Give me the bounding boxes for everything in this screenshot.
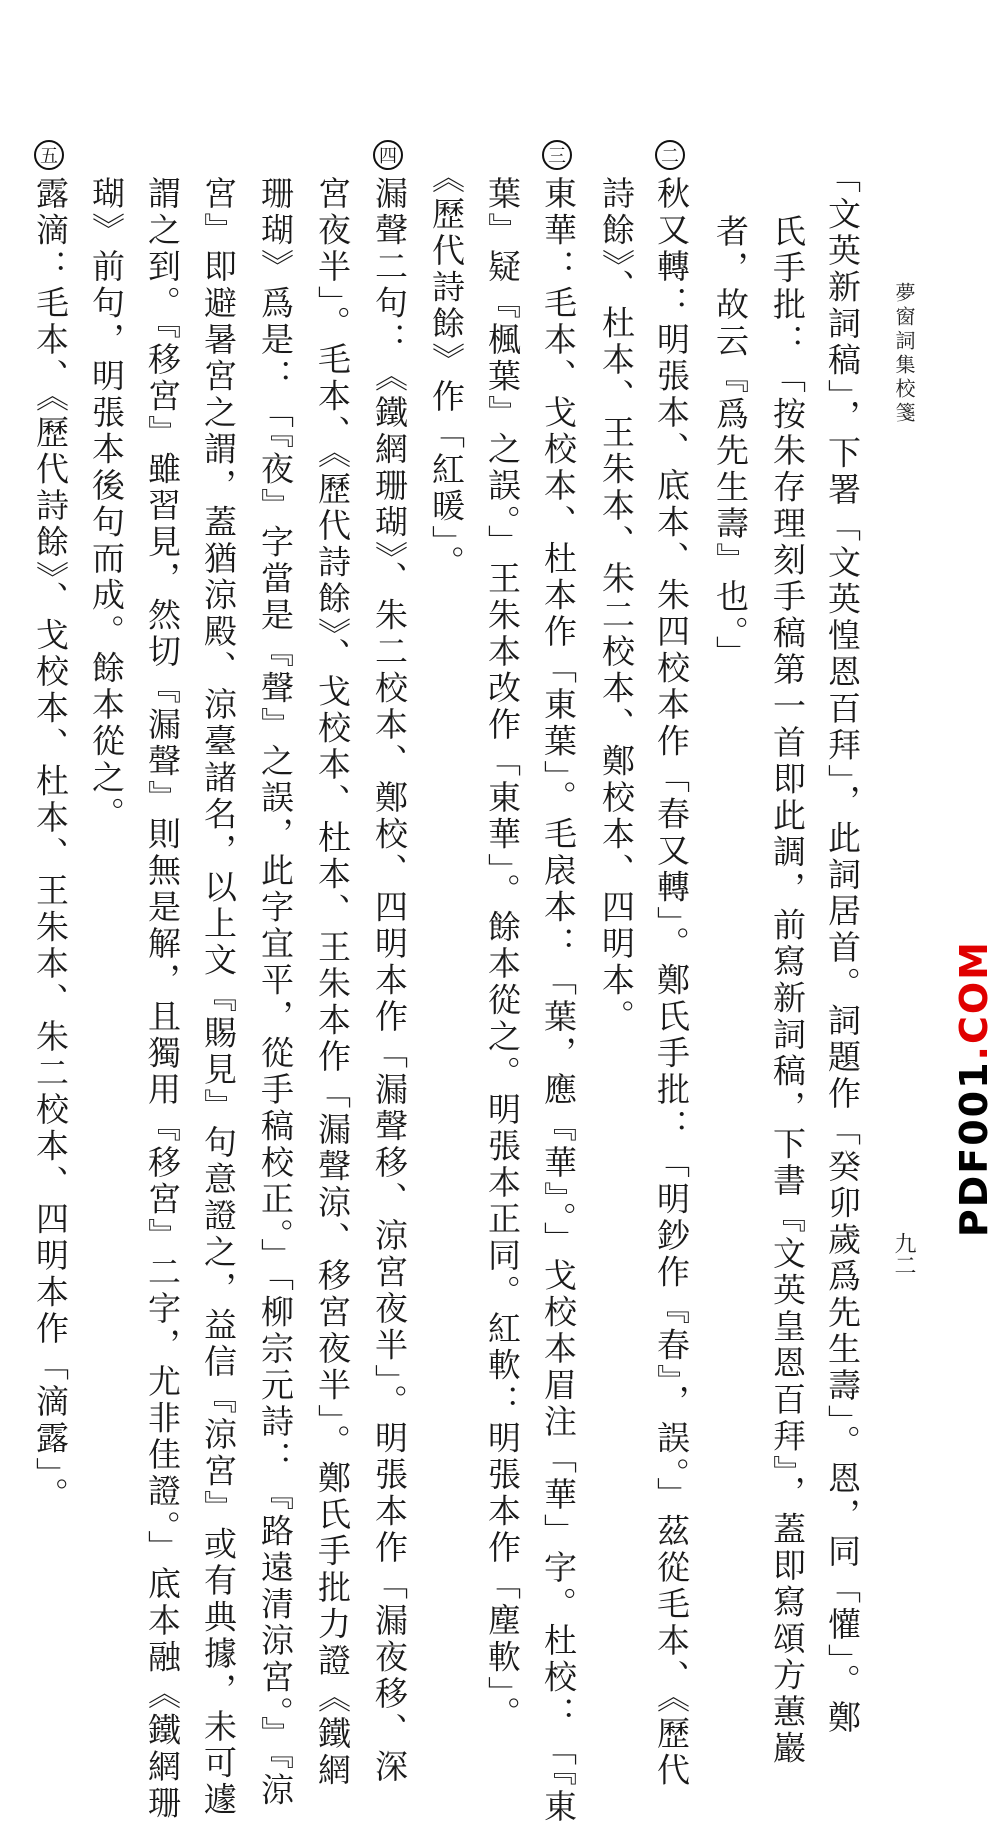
text-column-11: 珊瑚》爲是：「『夜』字當是『聲』之誤，此字宜平，從手稿校正。」「柳宗元詩：『路遠清涼宮。』『涼 <box>256 176 295 1809</box>
text-column-1: 「文英新詞稿」，下署「文英惶恩百拜」，此詞居首。詞題作「癸卯歲爲先生壽」。恩，同「懽」。鄭 <box>823 160 862 1737</box>
text-column-10: 宮夜半」。毛本、《歷代詩餘》、戈校本、杜本、王朱本作「漏聲涼、移宮夜半」。鄭氏手批力證《鐵網 <box>313 176 352 1789</box>
text-column-2: 氏手批：「按朱存理刻手稿第一首即此調，前寫新詞稿，下書『文英皇恩百拜』，蓋即寫頌方蕙巖 <box>768 214 807 1767</box>
watermark-main: PDF001 <box>952 1060 996 1238</box>
text-column-8: 《歷代詩餘》作「紅暖」。 <box>427 160 466 582</box>
note-marker-5: 五 <box>34 140 64 170</box>
text-column-6: 東華：毛本、戈校本、杜本作「東葉」。毛扆本：「葉，應『華』。」戈校本眉注「華」字。杜校：「『東 <box>539 176 578 1826</box>
text-column-14: 瑚》前句，明張本後句而成。餘本從之。 <box>87 176 126 833</box>
note-marker-2: 二 <box>655 140 685 170</box>
text-column-9: 漏聲二句：《鐵網珊瑚》、朱二校本、鄭校、四明本作「漏聲移、涼宮夜半」。明張本作「漏夜移、深 <box>370 176 409 1786</box>
text-column-3: 者，故云『爲先生壽』也。」 <box>711 214 750 672</box>
text-column-15: 露滴：毛本、《歷代詩餘》、戈校本、杜本、王朱本、朱二校本、四明本作「滴露」。 <box>31 176 70 1514</box>
watermark <box>952 940 996 1238</box>
text-column-7: 葉』疑『楓葉』之誤。」王朱本改作「東華」。餘本從之。明張本正同。紅軟：明張本作「塵軟」。 <box>483 176 522 1733</box>
text-column-4: 秋又轉：明張本、底本、朱四校本作「春又轉」。鄭氏手批：「明鈔作『春』，誤。」茲從毛本、《歷代 <box>652 176 691 1789</box>
watermark-tld: .COM <box>952 940 996 1061</box>
page-number: 九二 <box>891 1232 916 1276</box>
text-column-12: 宮』即避暑宮之謂，蓋猶涼殿、涼臺諸名，以上文『賜見』句意證之，益信『涼宮』或有典據，未可遽 <box>199 176 238 1819</box>
text-column-13: 謂之到。『移宮』雖習見，然切『漏聲』則無是解，且獨用『移宮』二字，尤非佳證。」底本融《鐵網珊 <box>143 176 182 1822</box>
running-header-title: 夢窗詞集校箋 <box>892 282 916 426</box>
note-marker-4: 四 <box>373 140 403 170</box>
note-marker-3: 三 <box>542 140 572 170</box>
text-column-5: 詩餘》、杜本、王朱本、朱二校本、鄭校本、四明本。 <box>597 176 636 1036</box>
